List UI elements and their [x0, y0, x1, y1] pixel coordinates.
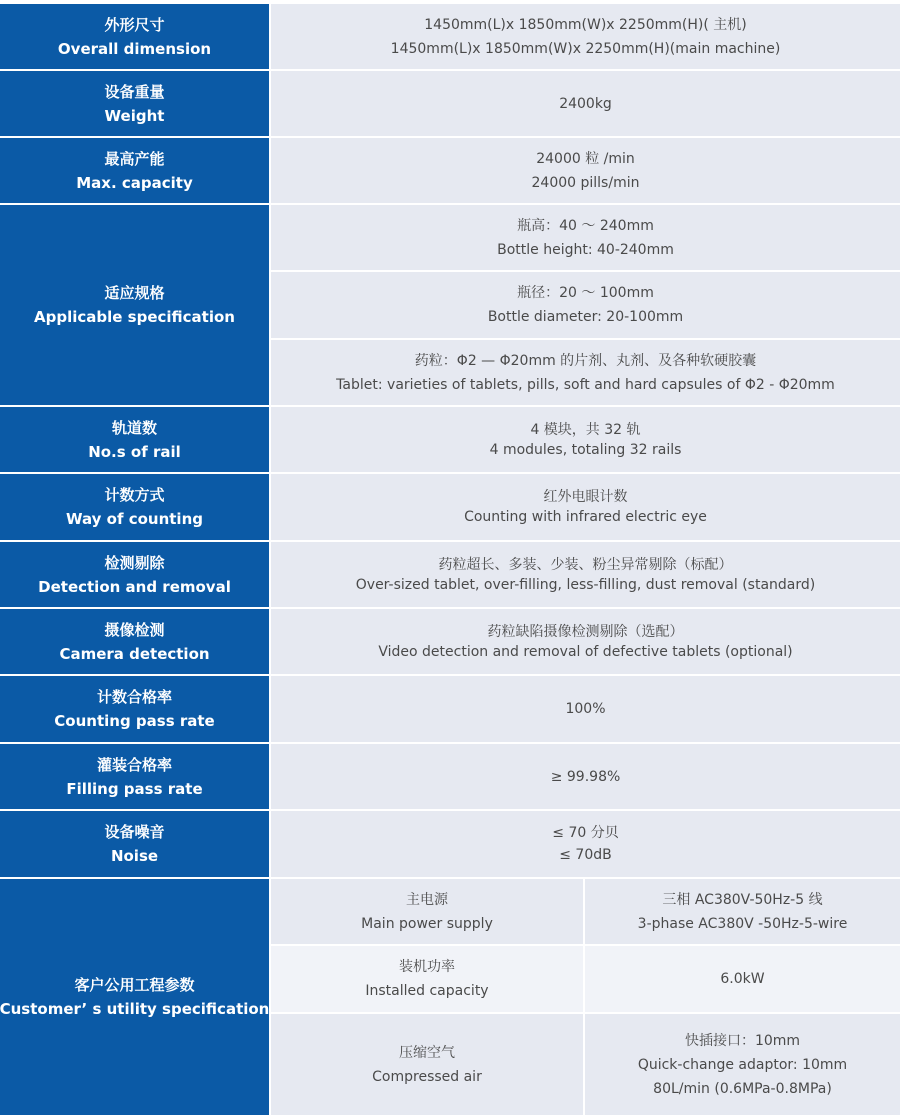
value-en: ≤ 70dB — [559, 847, 612, 863]
row-label — [0, 744, 269, 809]
value-zh: ≤ 70 分贝 — [552, 825, 619, 841]
value-en: Counting with infrared electric eye — [464, 509, 707, 525]
label-en: Overall dimension — [57, 39, 212, 58]
value-zh: 红外电眼计数 — [543, 489, 628, 505]
spec-row-counting-pass-rate — [0, 676, 900, 742]
utility-key — [271, 879, 583, 944]
row-label — [0, 138, 269, 203]
row-label — [0, 676, 269, 742]
sub-value — [271, 340, 900, 405]
row-value — [271, 609, 900, 674]
row-value — [271, 407, 900, 472]
label-zh: 摄像检测 — [104, 620, 165, 639]
value-zh: 药粒超长、多装、少装、粉尘异常剔除（标配） — [438, 556, 733, 573]
utility-value — [585, 1014, 900, 1115]
value-en: Bottle height: 40-240mm — [497, 241, 674, 258]
label-zh: 计数合格率 — [96, 688, 172, 706]
spec-row-noise — [0, 811, 900, 877]
value: ≥ 99.98% — [550, 768, 621, 785]
row-value — [271, 811, 900, 877]
spec-row-camera-detection — [0, 609, 900, 674]
label-zh: 设备重量 — [104, 82, 165, 101]
sub-row-tablet — [271, 340, 900, 405]
value-zh: 24000 粒 /min — [536, 150, 635, 167]
utility-row-compressed-air — [271, 1014, 900, 1115]
value-zh: 三相 AC380V-50Hz-5 线 — [662, 891, 823, 908]
spec-row-way-of-counting — [0, 474, 900, 540]
key-en: Main power supply — [361, 915, 493, 932]
row-label — [0, 609, 269, 674]
value-en: Video detection and removal of defective tablets (optional) — [378, 643, 793, 660]
spec-row-rails — [0, 407, 900, 472]
label-zh: 最高产能 — [104, 149, 165, 168]
value-en: Over-sized tablet, over-filling, less-filling, dust removal (standard) — [355, 576, 816, 593]
row-label — [0, 474, 269, 540]
spec-row-filling-pass-rate — [0, 744, 900, 809]
row-label — [0, 71, 269, 136]
key-en: Installed capacity — [365, 983, 489, 999]
value-zh: 瓶高：40 ～ 240mm — [517, 217, 654, 234]
value: 100% — [565, 701, 606, 717]
utility-key — [271, 946, 583, 1012]
utility-key — [271, 1014, 583, 1115]
row-label — [0, 542, 269, 607]
row-label — [0, 811, 269, 877]
utility-value — [585, 946, 900, 1012]
label-zh: 计数方式 — [104, 486, 165, 504]
value-en: Quick-change adaptor: 10mm — [637, 1056, 848, 1073]
value: 2400kg — [559, 95, 612, 112]
sub-row-bottle-diameter — [271, 272, 900, 338]
row-label — [0, 4, 269, 69]
value-zh: 药粒：Φ2 — Φ20mm 的片剂、丸剂、及各种软硬胶囊 — [414, 352, 757, 369]
row-value — [271, 542, 900, 607]
utility-value — [585, 879, 900, 944]
sub-value — [271, 272, 900, 338]
value-flow: 80L/min (0.6MPa-0.8MPa) — [653, 1080, 832, 1097]
sub-row-bottle-height — [271, 205, 900, 270]
key-zh: 主电源 — [406, 891, 448, 908]
value-en: 3-phase AC380V -50Hz-5-wire — [637, 915, 848, 932]
label-en: Camera detection — [59, 644, 210, 663]
label-en: Weight — [104, 106, 165, 125]
key-zh: 装机功率 — [399, 959, 455, 975]
spec-row-weight — [0, 71, 900, 136]
value-en: 1450mm(L)x 1850mm(W)x 2250mm(H)(main machine) — [390, 40, 781, 57]
label-zh: 轨道数 — [111, 418, 157, 437]
row-value — [271, 71, 900, 136]
value-en: Tablet: varieties of tablets, pills, soft and hard capsules of Φ2 - Φ20mm — [336, 376, 835, 393]
label-en: Applicable specification — [34, 308, 235, 326]
label-en: Customer’ s utility specification — [0, 1000, 270, 1018]
row-label — [0, 879, 269, 1115]
row-value — [271, 676, 900, 742]
value-en: Bottle diameter: 20-100mm — [487, 309, 684, 325]
label-en: Way of counting — [65, 510, 203, 528]
label-en: Filling pass rate — [66, 779, 203, 798]
label-zh: 设备噪音 — [104, 823, 165, 841]
spec-row-applicable-specification — [0, 205, 900, 405]
row-label — [0, 205, 269, 405]
label-zh: 灌装合格率 — [96, 755, 172, 774]
label-zh: 适应规格 — [104, 284, 165, 302]
value-en: 24000 pills/min — [531, 174, 640, 191]
label-zh: 客户公用工程参数 — [74, 976, 195, 994]
label-zh: 检测剔除 — [104, 553, 165, 572]
utility-row-main-power — [271, 879, 900, 944]
sub-value — [271, 205, 900, 270]
row-value — [271, 744, 900, 809]
row-label — [0, 407, 269, 472]
label-en: Counting pass rate — [54, 712, 215, 730]
value-zh: 1450mm(L)x 1850mm(W)x 2250mm(H)( 主机) — [424, 16, 747, 33]
spec-row-utility — [0, 879, 900, 1115]
spec-row-overall-dimension — [0, 4, 900, 69]
value-zh: 药粒缺陷摄像检测剔除（选配） — [487, 623, 684, 640]
label-en: Max. capacity — [76, 173, 193, 192]
row-value — [271, 474, 900, 540]
spec-row-detection-removal — [0, 542, 900, 607]
value-zh: 快插接口：10mm — [684, 1032, 801, 1049]
value-zh: 瓶径：20 ～ 100mm — [517, 285, 654, 301]
label-zh: 外形尺寸 — [104, 15, 165, 34]
value-en: 4 modules, totaling 32 rails — [489, 441, 682, 458]
key-en: Compressed air — [372, 1068, 482, 1085]
row-value — [271, 138, 900, 203]
value: 6.0kW — [720, 971, 765, 987]
label-en: Noise — [110, 847, 159, 865]
key-zh: 压缩空气 — [399, 1044, 455, 1061]
spec-row-max-capacity — [0, 138, 900, 203]
label-en: Detection and removal — [38, 577, 231, 596]
value-zh: 4 模块，共 32 轨 — [530, 421, 641, 438]
row-value — [271, 4, 900, 69]
utility-row-installed-capacity — [271, 946, 900, 1012]
label-en: No.s of rail — [88, 442, 181, 461]
